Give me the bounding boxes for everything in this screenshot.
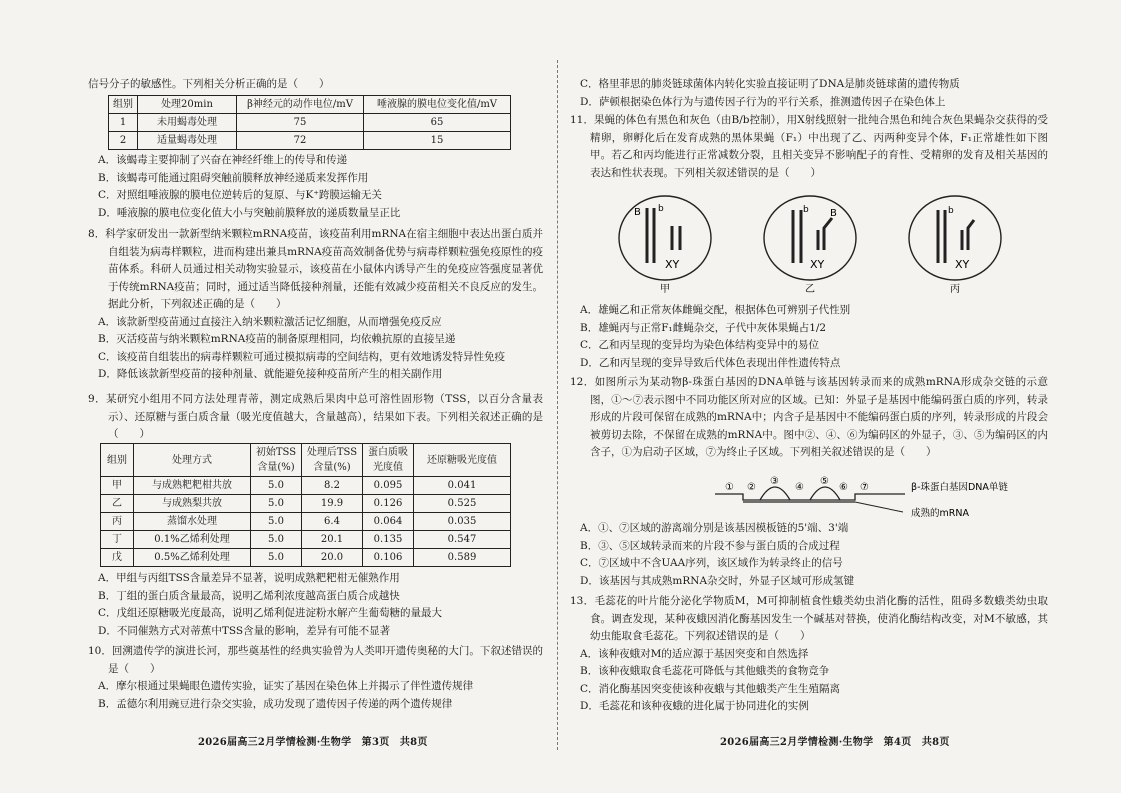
option-c: C．乙和丙呈现的变异均为染色体结构变异中的易位 (580, 339, 820, 351)
option-d: D．降低该款新型疫苗的接种剂量、就能避免接种疫苗所产生的相关副作用 (98, 368, 443, 380)
q8-stem: 8．科学家研发出一款新型纳米颗粒mRNA疫苗，该疫苗利用mRNA在宿主细胞中表达出蛋白质并自组装为病毒样颗粒，进而构建出兼具mRNA疫苗高效制备优势与病毒样颗粒强免疫原性的疫苗体系。科研人员通过相关动物实验显示，该疫苗在小鼠体内诱导产生的免疫应答强度显著优于传统mRNA疫苗；同时，通过适当降低接种剂量，还能有效减少疫苗相关不良反应的发生。据此分析，下列叙述正确的是（ ） (88, 228, 543, 310)
table-cell: 20.1 (302, 531, 363, 549)
column-divider (557, 60, 558, 750)
table-cell: 5.0 (251, 477, 302, 495)
table-cell: 戊 (101, 549, 134, 567)
option-b: B．雄蝇丙与正常F₁雌蝇杂交，子代中灰体果蝇占1/2 (580, 321, 827, 334)
region-label: ④ (795, 482, 804, 493)
option-d: D．唾液腺的膜电位变化值大小与突触前膜释放的递质数量呈正比 (98, 206, 401, 219)
table-cell: 丁 (101, 531, 134, 549)
q7-options (88, 152, 543, 222)
region-label: ⑦ (860, 482, 869, 493)
option-d: D．不同催熟方式对蒂蕉中TSS含量的影响，差异有可能不显著 (98, 624, 391, 637)
region-label: ⑤ (820, 476, 829, 487)
table-row (109, 114, 511, 132)
table-header-row (101, 444, 511, 477)
q11-block (570, 112, 1048, 182)
figure-dna-mrna-hybrid (715, 470, 1045, 520)
option-b: B．③、⑤区域转录而来的片段不参与蛋白质的合成过程 (580, 539, 840, 552)
table-cell: 5.0 (251, 549, 302, 567)
option-d: D．该基因与其成熟mRNA杂交时，外显子区域可形成氢键 (580, 574, 855, 587)
table-row (109, 132, 511, 150)
option-a: A．雄蝇乙和正常灰体雌蝇交配，根据体色可辨别子代性别 (580, 304, 851, 316)
q7-intro: 信号分子的敏感性。下列相关分析正确的是（ ） (88, 78, 330, 90)
table-cell: 75 (237, 114, 364, 132)
cell-jia (619, 196, 711, 280)
option-d: D．萨顿根据染色体行为与遗传因子行为的平行关系，推测遗传因子在染色体上 (580, 95, 946, 108)
option-a: A．该种夜蛾对M的适应源于基因突变和自然选择 (580, 647, 809, 660)
region-label: ⑥ (839, 482, 848, 493)
region-label: ① (725, 482, 734, 493)
table-row (101, 531, 511, 549)
q9-block (88, 391, 543, 444)
allele-label: b (658, 204, 664, 214)
table-cell: 6.4 (302, 513, 363, 531)
table-cell: 5.0 (251, 513, 302, 531)
option-b: B．该种夜蛾取食毛蕊花可降低与其他蛾类的食物竞争 (580, 665, 830, 677)
table1-block (108, 95, 543, 150)
option-a: A．该款新型疫苗通过直接注入纳米颗粒激活记忆细胞，从而增强免疫反应 (98, 315, 442, 328)
table-cell: 20.0 (302, 549, 363, 567)
q11-options (570, 302, 1048, 372)
option-c: C．对照组唾液腺的膜电位逆转后的复原、与K⁺跨膜运输无关 (98, 189, 382, 201)
figure-chromosomes (610, 188, 1010, 296)
q10-stem: 10．回溯遗传学的演进长河，那些奠基性的经典实验曾为人类叩开遗传奥秘的大门。下叙述错误的是（ ） (88, 645, 543, 675)
q13-block (570, 593, 1048, 716)
table-cell: 8.2 (302, 477, 363, 495)
q10-block (88, 643, 543, 713)
region-label: ③ (770, 476, 779, 487)
option-b: B．丁组的蛋白质含量最高，说明乙烯利浓度越高蛋白质合成越快 (98, 589, 400, 602)
table-cell: 0.1%乙烯利处理 (134, 531, 251, 549)
q12-block (570, 374, 1048, 462)
q13-stem: 13．毛蕊花的叶片能分泌化学物质M，M可抑制植食性蛾类幼虫消化酶的活性，阻碍多数蛾类幼虫取食。调查发现，某种夜蛾因消化酶基因发生一个碱基对替换，使消化酶结构改变，对M不敏感，其幼虫能取食毛蕊花。下列叙述错误的是（ ） (570, 595, 1048, 642)
allele-label: b (948, 206, 954, 216)
table-row (101, 495, 511, 513)
table-cell: 0.5%乙烯利处理 (134, 549, 251, 567)
option-a: A．摩尔根通过果蝇眼色遗传实验，证实了基因在染色体上并揭示了伴性遗传规律 (98, 680, 474, 692)
allele-label: B (830, 208, 837, 219)
table-row (101, 477, 511, 495)
sex-chromosome-label: XY (955, 258, 970, 271)
option-d: D．毛蕊花和该种夜蛾的进化属于协同进化的实例 (580, 700, 809, 712)
q8-block (88, 226, 543, 384)
table-tss (100, 443, 511, 567)
option-c: C．格里菲思的肺炎链球菌体内转化实验直接证明了DNA是肺炎链球菌的遗传物质 (580, 78, 960, 90)
allele-label: B (634, 207, 641, 218)
table-cell: 0.041 (414, 477, 511, 495)
allele-label: b (803, 205, 809, 215)
table-cell: 0.589 (414, 549, 511, 567)
option-a: A．甲组与丙组TSS含量差异不显著，说明成熟粑粑柑无催熟作用 (98, 572, 400, 584)
table-cell: 与成熟粑粑柑共放 (134, 477, 251, 495)
q12-stem: 12．如图所示为某动物β-珠蛋白基因的DNA单链与该基因转录而来的成熟mRNA形成杂交链的示意图，①～⑦表示图中不同功能区所对应的区域。已知：外显子是基因中能编码蛋白质的序列，转录形成的片段可保留在成熟的mRNA中；内含子是基因中不能编码蛋白质的序列，转录形成的片段会被剪切去除，不保留在成熟的mRNA中。图中②、④、⑥为编码区的外显子，③、⑤为编码区的内含子，①为启动子区域，⑦为终止子区域。下列相关叙述错误的是（ ） (570, 376, 1048, 458)
table-cell: 未用蝎毒处理 (138, 114, 237, 132)
q7-intro-block (88, 76, 543, 94)
table-header: 初始TSS含量(%) (251, 444, 302, 477)
option-b: B．灭活疫苗与纳米颗粒mRNA疫苗的制备原理相同，均依赖抗原的直接呈递 (98, 333, 456, 345)
q12-options (570, 520, 1048, 590)
sex-chromosome-label: XY (665, 258, 680, 271)
option-c: C．消化酶基因突变使该种夜蛾与其他蛾类产生生殖隔离 (580, 682, 841, 695)
option-a: A．该蝎毒主要抑制了兴奋在神经纤维上的传导和传递 (98, 154, 348, 166)
cell-bing (909, 196, 1001, 280)
region-label: ② (747, 482, 756, 493)
table-cell: 甲 (101, 477, 134, 495)
table-neuron (108, 95, 511, 150)
table-cell: 适量蝎毒处理 (138, 132, 237, 150)
table2-block (100, 443, 543, 567)
page-footer: 2026届高三2月学情检测·生物学 第4页 共8页 (720, 737, 950, 748)
option-b: B．该蝎毒可能通过阻碍突触前膜释放神经递质来发挥作用 (98, 171, 369, 184)
table-cell: 72 (237, 132, 364, 150)
option-c: C．戊组还原糖吸光度最高，说明乙烯利促进淀粉水解产生葡萄糖的量最大 (98, 607, 443, 619)
table-cell: 乙 (101, 495, 134, 513)
table-cell: 0.126 (363, 495, 414, 513)
table-cell: 0.064 (363, 513, 414, 531)
table-cell: 0.095 (363, 477, 414, 495)
table-row (101, 549, 511, 567)
left-page (88, 0, 543, 793)
option-b: B．孟德尔利用豌豆进行杂交实验，成功发现了遗传因子传递的两个遗传规律 (98, 697, 453, 710)
table-cell: 2 (109, 132, 138, 150)
table-header: 蛋白质吸光度值 (363, 444, 414, 477)
cell-caption: 乙 (805, 284, 815, 295)
table-header: 唾液腺的膜电位变化值/mV (364, 96, 511, 114)
table-header-row (109, 96, 511, 114)
table-header: 处理后TSS含量(%) (302, 444, 363, 477)
table-header: 处理方式 (134, 444, 251, 477)
sex-chromosome-label: XY (810, 258, 825, 271)
table-row (101, 513, 511, 531)
table-header: β神经元的动作电位/mV (237, 96, 364, 114)
q11-stem: 11．果蝇的体色有黑色和灰色（由B/b控制），用X射线照射一批纯合黑色和纯合灰色果蝇杂交获得的受精卵，卵孵化后在发育成熟的黑体果蝇（F₁）中出现了乙、丙两种变异个体，F₁正常雄性如下图甲。若乙和丙均能进行正常减数分裂，且相关变异不影响配子的育性、受精卵的发育及相关基因的表达和性状表现。下列相关叙述错误的是（ ） (570, 114, 1048, 179)
option-a: A．①、⑦区域的游离端分别是该基因模板链的5'端、3'端 (580, 522, 849, 534)
option-c: C．该疫苗自组装出的病毒样颗粒可通过模拟病毒的空间结构，更有效地诱发特异性免疫 (98, 350, 506, 363)
mrna-pointer (855, 502, 903, 512)
table-header: 组别 (109, 96, 138, 114)
table-cell: 5.0 (251, 495, 302, 513)
table-cell: 0.035 (414, 513, 511, 531)
table-cell: 蒸馏水处理 (134, 513, 251, 531)
option-d: D．乙和丙呈现的变异导致后代体色表现出伴性遗传特点 (580, 356, 841, 369)
dna-label: β-珠蛋白基因DNA单链 (911, 482, 1008, 493)
q9-stem: 9．某研究小组用不同方法处理青蒂，测定成熟后果肉中总可溶性固形物（TSS，以百分含量表示）、还原糖与蛋白质含量（吸光度值越大，含量越高），结果如下表。下列相关叙述正确的是（ ） (88, 393, 543, 440)
table-cell: 19.9 (302, 495, 363, 513)
table-header: 组别 (101, 444, 134, 477)
table-cell: 1 (109, 114, 138, 132)
table-header: 还原糖吸光度值 (414, 444, 511, 477)
q9-options (88, 570, 543, 640)
q10-options-cont (570, 76, 1048, 111)
table-cell: 0.135 (363, 531, 414, 549)
page-footer: 2026届高三2月学情检测·生物学 第3页 共8页 (198, 737, 428, 748)
cell-caption: 甲 (660, 284, 670, 295)
table-cell: 丙 (101, 513, 134, 531)
table-header: 处理20min (138, 96, 237, 114)
table-cell: 0.547 (414, 531, 511, 549)
table-cell: 0.106 (363, 549, 414, 567)
table-cell: 15 (364, 132, 511, 150)
cell-caption: 丙 (950, 284, 960, 295)
table-cell: 5.0 (251, 531, 302, 549)
dna-strand (715, 487, 905, 500)
right-page (570, 0, 1048, 793)
table-cell: 65 (364, 114, 511, 132)
cell-yi (764, 196, 856, 280)
mrna-label: 成熟的mRNA (911, 508, 969, 519)
table-cell: 0.525 (414, 495, 511, 513)
table-cell: 与成熟梨共放 (134, 495, 251, 513)
option-c: C．⑦区域中不含UAA序列，该区域作为转录终止的信号 (580, 557, 843, 569)
